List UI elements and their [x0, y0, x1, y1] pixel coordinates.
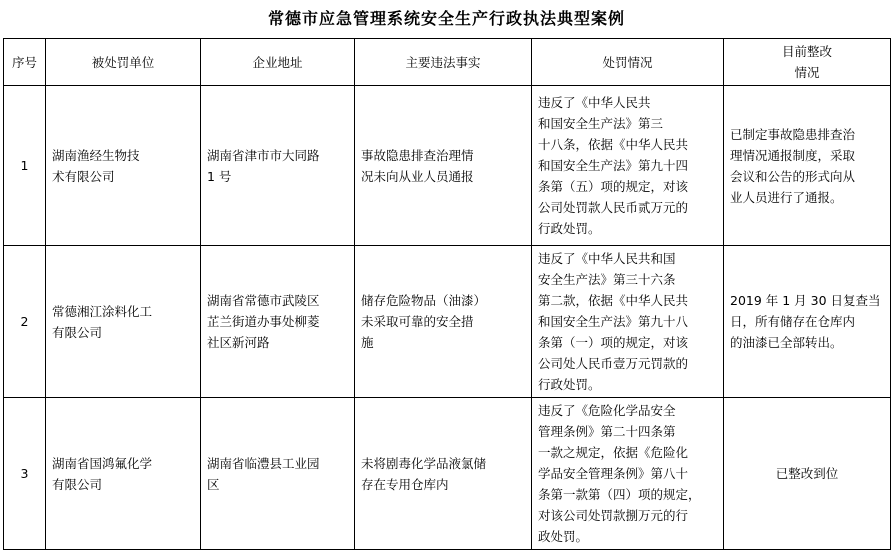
- row-unit: 湖南省国鸿氟化学 有限公司: [46, 398, 201, 550]
- row-facts: 储存危险物品（油漆） 未采取可靠的安全措 施: [355, 246, 532, 398]
- row-penalty: 违反了《中华人民共和国 安全生产法》第三十六条 第二款，依据《中华人民共 和国安全生产法》第九十八 条第（一）项的规定，对该 公司处人民币壹万元罚款的 行政处罚。: [532, 246, 724, 398]
- page-title: 常德市应急管理系统安全生产行政执法典型案例: [267, 9, 625, 28]
- row-num: 2: [4, 246, 46, 398]
- row-status: 已制定事故隐患排查治 理情况通报制度，采取 会议和公告的形式向从 业人员进行了通报。: [724, 86, 891, 246]
- header-penalty: 处罚情况: [532, 39, 724, 86]
- table-row: [4, 86, 891, 246]
- row-facts: 事故隐患排查治理情 况未向从业人员通报: [355, 86, 532, 246]
- table-header-row: [4, 39, 891, 86]
- table-row: [4, 246, 891, 398]
- header-facts: 主要违法事实: [355, 39, 532, 86]
- row-address: 湖南省临澧县工业园 区: [201, 398, 355, 550]
- row-status: 已整改到位: [724, 398, 891, 550]
- row-status: 2019 年 1 月 30 日复查当 日，所有储存在仓库内 的油漆已全部转出。: [724, 246, 891, 398]
- cases-table: [3, 38, 891, 550]
- row-num: 1: [4, 86, 46, 246]
- header-address: 企业地址: [201, 39, 355, 86]
- row-penalty: 违反了《危险化学品安全 管理条例》第二十四条第 一款之规定，依据《危险化 学品安全管理条例》第八十 条第一款第（四）项的规定， 对该公司处罚款捌万元的行 政处罚。: [532, 398, 724, 550]
- header-unit: 被处罚单位: [46, 39, 201, 86]
- row-unit: 湖南渔经生物技 术有限公司: [46, 86, 201, 246]
- header-num: 序号: [4, 39, 46, 86]
- row-facts: 未将剧毒化学品液氯储 存在专用仓库内: [355, 398, 532, 550]
- row-unit: 常德湘江涂料化工 有限公司: [46, 246, 201, 398]
- row-penalty: 违反了《中华人民共 和国安全生产法》第三 十八条，依据《中华人民共 和国安全生产法》第九十四 条第（五）项的规定，对该 公司处罚款人民币贰万元的 行政处罚。: [532, 86, 724, 246]
- table-row: [4, 398, 891, 550]
- row-num: 3: [4, 398, 46, 550]
- row-address: 湖南省津市市大同路 1 号: [201, 86, 355, 246]
- header-status: 目前整改 情况: [724, 39, 891, 86]
- row-address: 湖南省常德市武陵区 芷兰街道办事处柳菱 社区新河路: [201, 246, 355, 398]
